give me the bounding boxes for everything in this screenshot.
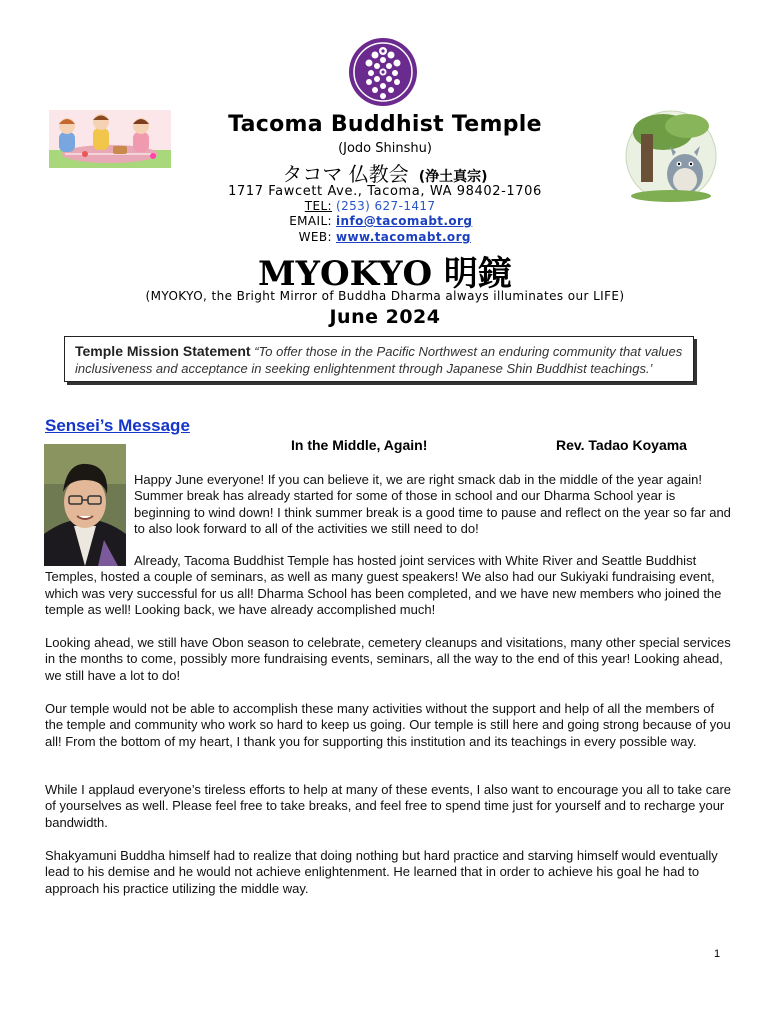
japanese-sect-text: (浄土真宗) bbox=[418, 169, 488, 185]
tel-row bbox=[200, 199, 600, 213]
page-number: 1 bbox=[714, 948, 721, 960]
tel-value[interactable]: (253) 627-1417 bbox=[336, 199, 436, 213]
web-row bbox=[200, 230, 600, 244]
email-link[interactable]: info@tacomabt.org bbox=[336, 214, 473, 228]
japanese-temple-name bbox=[0, 158, 770, 187]
article-paragraph-2 bbox=[45, 553, 735, 619]
article-author: Rev. Tadao Koyama bbox=[556, 437, 687, 453]
mission-title: Temple Mission Statement bbox=[75, 343, 251, 359]
temple-address: 1717 Fawcett Ave., Tacoma, WA 98402-1706 bbox=[228, 184, 542, 199]
web-label: WEB: bbox=[298, 230, 332, 244]
newsletter-subtitle: (MYOKYO, the Bright Mirror of Buddha Dharma always illuminates our LIFE) bbox=[145, 289, 625, 303]
temple-name: Tacoma Buddhist Temple bbox=[228, 112, 542, 137]
temple-crest-icon bbox=[347, 36, 419, 108]
email-row bbox=[200, 214, 600, 228]
email-label: EMAIL: bbox=[289, 214, 332, 228]
temple-sect: (Jodo Shinshu) bbox=[338, 141, 432, 156]
japanese-name-text: タコマ 仏教会 bbox=[282, 162, 409, 186]
tel-label: TEL: bbox=[304, 199, 332, 213]
web-link[interactable]: www.tacomabt.org bbox=[336, 230, 471, 244]
article-paragraph-2-text: Already, Tacoma Buddhist Temple has hosted joint services with White River and Seattle Buddhist Temples, hosted a couple of seminars, as well as many guest speakers! We also had our Sukiyaki fundraising event, which was very successful for us all! Dharma School has been completed, and we have new members who joined the temple as well! Looking back, we have already accomplished much! bbox=[45, 553, 722, 618]
article-paragraph-1: Happy June everyone! If you can believe it, we are right smack dab in the middle of the year again! Summer break has already started for some of those in school and our Dharma School year is beginning to wind down! I think summer break is a good time to pause and reflect on the year so far and to also look forward to all of the activities we still need to do! bbox=[134, 472, 731, 537]
article-paragraph-4: Our temple would not be able to accomplish these many activities without the support and help of all the members of the temple and community who work so hard to keep us going. Our temple is still here and going strong because of you all! From the bottom of my heart, I thank you for supporting this institution and its teachings in every possible way. bbox=[45, 701, 731, 749]
article-paragraph-3: Looking ahead, we still have Obon season to celebrate, cemetery cleanups and visitations, many other special services in the months to come, possibly more fundraising events, seminars, all the way to the end of this year! Looking ahead, we still have a lot to do! bbox=[45, 635, 731, 683]
mission-statement-box bbox=[64, 336, 694, 382]
issue-date: June 2024 bbox=[329, 306, 441, 328]
article-title: In the Middle, Again! bbox=[291, 437, 428, 453]
newsletter-title: MYOKYO 明鏡 bbox=[258, 254, 512, 294]
mission-text: “To offer those in the Pacific Northwest an enduring community that values inclusiveness and acceptance in seeking enlightenment through Japanese Shin Buddhist teachings.’ bbox=[75, 344, 683, 376]
article-paragraph-6: Shakyamuni Buddha himself had to realize that doing nothing but hard practice and starving himself would eventually lead to his demise and he would not achieve enlightenment. He learned that in order to achieve his goal he had to approach his practice utilizing the middle way. bbox=[45, 848, 718, 896]
article-paragraph-5: While I applaud everyone’s tireless efforts to help at many of these events, I also want to encourage you all to take care of yourselves as well. Please feel free to take breaks, and feel free to spend time just for yourself and to recharge your bandwidth. bbox=[45, 782, 732, 830]
section-title: Sensei’s Message bbox=[45, 416, 190, 435]
minister-portrait bbox=[44, 444, 126, 566]
